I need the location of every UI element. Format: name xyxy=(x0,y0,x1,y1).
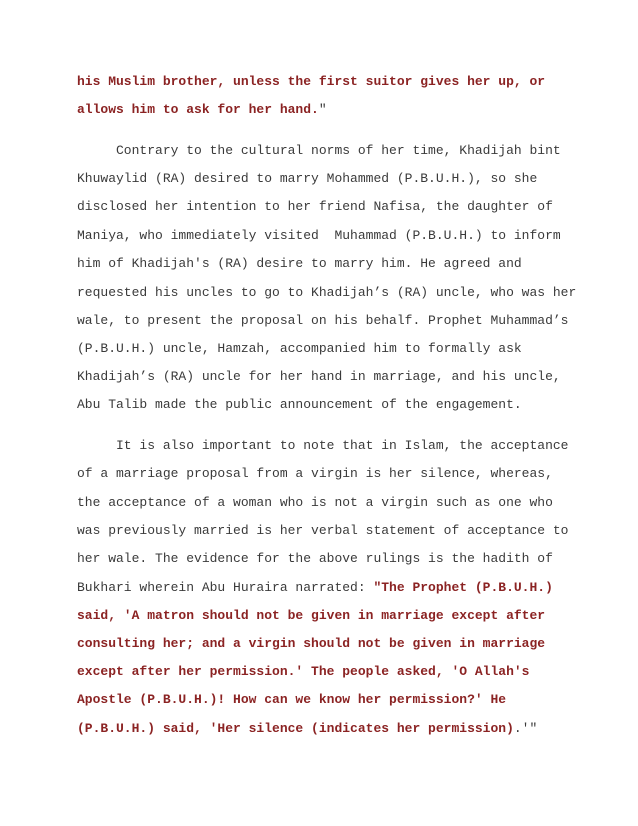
text-line xyxy=(77,466,553,482)
body-text: of a marriage proposal from a virgin is her silence, whereas, xyxy=(77,466,553,481)
text-line xyxy=(77,438,568,454)
text-line xyxy=(77,551,553,567)
text-line xyxy=(77,256,522,272)
text-line xyxy=(77,341,522,357)
body-text: Khadijah’s (RA) uncle for her hand in marriage, and his uncle, xyxy=(77,369,561,384)
quote-text: his Muslim brother, unless the first suitor gives her up, or xyxy=(77,74,546,89)
text-line xyxy=(77,692,506,708)
body-text: (P.B.U.H.) uncle, Hamzah, accompanied him to formally ask xyxy=(77,341,522,356)
text-line xyxy=(77,664,529,680)
body-text: was previously married is her verbal statement of acceptance to xyxy=(77,523,569,538)
body-text: Khuwaylid (RA) desired to marry Mohammed (P.B.U.H.), so she xyxy=(77,171,538,186)
text-line xyxy=(77,495,553,511)
text-line xyxy=(77,102,327,118)
body-text: .'" xyxy=(513,721,538,736)
quote-text: "The Prophet (P.B.U.H.) xyxy=(373,580,553,595)
body-text: requested his uncles to go to Khadijah’s (RA) uncle, who was her xyxy=(77,285,577,300)
body-text: her wale. The evidence for the above rulings is the hadith of xyxy=(77,551,553,566)
text-line xyxy=(77,171,537,187)
quote-text: Apostle (P.B.U.H.)! How can we know her permission?' He xyxy=(77,692,507,707)
quote-text: (P.B.U.H.) said, 'Her silence (indicates her permission) xyxy=(77,721,514,736)
text-line xyxy=(77,580,553,596)
body-text: wale, to present the proposal on his behalf. Prophet Muhammad’s xyxy=(77,313,569,328)
text-line xyxy=(77,369,561,385)
body-text: him of Khadijah's (RA) desire to marry him. He agreed and xyxy=(77,256,522,271)
text-line xyxy=(77,228,561,244)
quote-text: said, 'A matron should not be given in marriage except after xyxy=(77,608,546,623)
text-line xyxy=(77,523,568,539)
text-line xyxy=(77,313,568,329)
text-line xyxy=(77,74,545,90)
text-line xyxy=(77,608,545,624)
body-text: Abu Talib made the public announcement of the engagement. xyxy=(77,397,522,412)
body-text: Contrary to the cultural norms of her time, Khadijah bint xyxy=(77,143,561,158)
quote-text: consulting her; and a virgin should not be given in marriage xyxy=(77,636,546,651)
text-line xyxy=(77,636,545,652)
body-text: disclosed her intention to her friend Nafisa, the daughter of xyxy=(77,199,553,214)
text-line xyxy=(77,143,561,159)
text-line xyxy=(77,199,553,215)
body-text: " xyxy=(318,102,327,117)
text-line xyxy=(77,285,576,301)
body-text: It is also important to note that in Islam, the acceptance xyxy=(77,438,569,453)
text-line xyxy=(77,397,522,413)
quote-text: except after her permission.' The people asked, 'O Allah's xyxy=(77,664,530,679)
body-text: Bukhari wherein Abu Huraira narrated: xyxy=(77,580,374,595)
body-text: the acceptance of a woman who is not a virgin such as one who xyxy=(77,495,553,510)
text-line xyxy=(77,721,537,737)
body-text: Maniya, who immediately visited Muhammad (P.B.U.H.) to inform xyxy=(77,228,561,243)
quote-text: allows him to ask for her hand. xyxy=(77,102,319,117)
